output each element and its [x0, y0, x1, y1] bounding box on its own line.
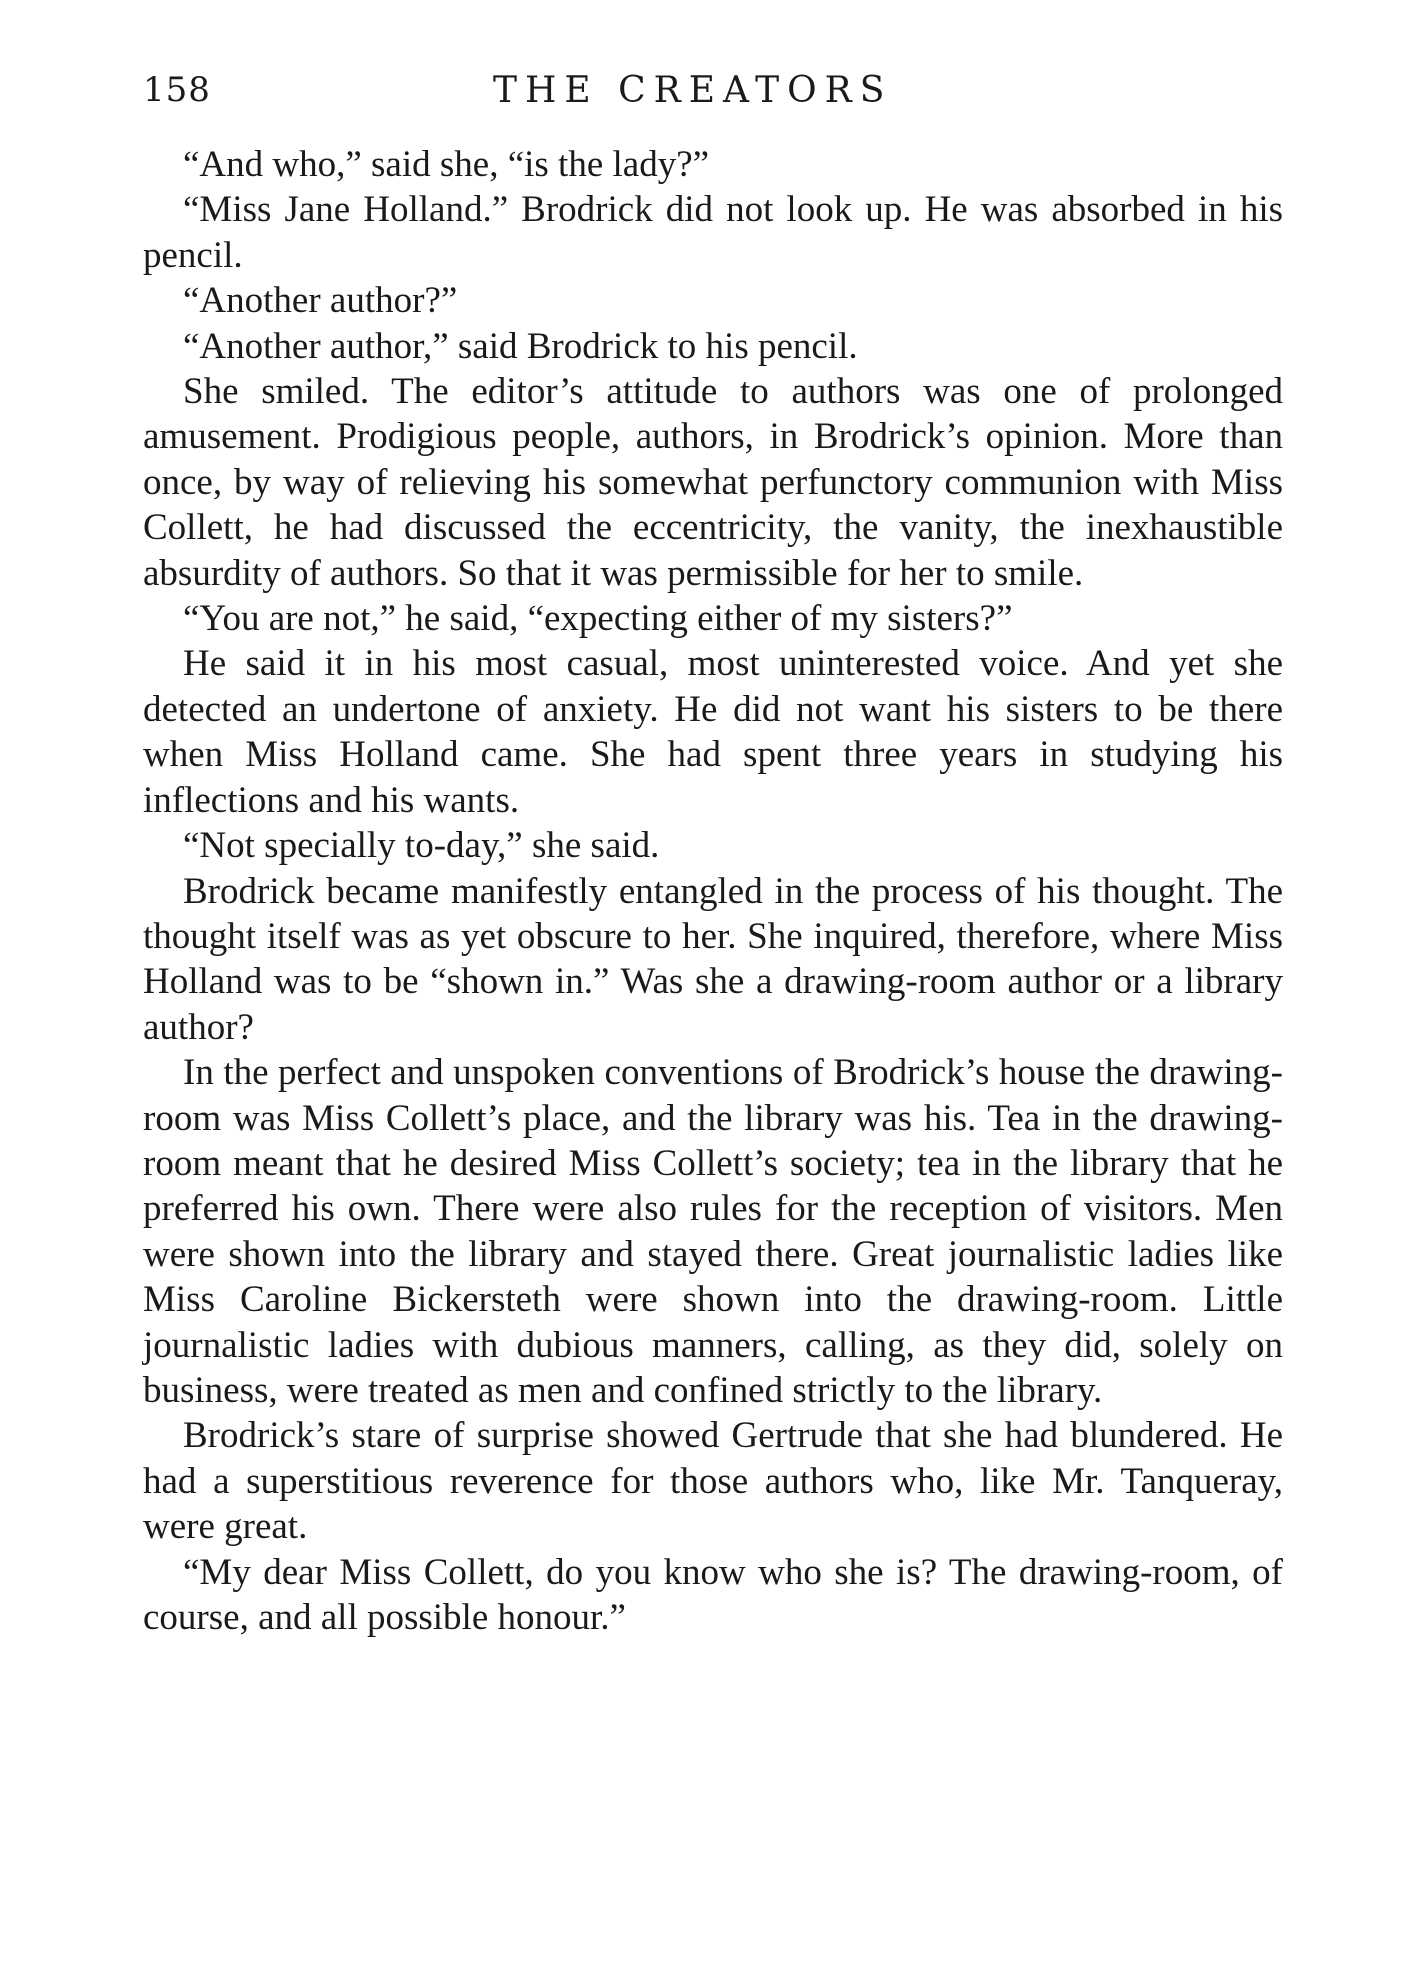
paragraph: “Not specially to-day,” she said.: [183, 825, 660, 867]
page-number: 158: [143, 70, 211, 110]
paragraph: “Another author,” said Brodrick to his pencil.: [183, 325, 858, 367]
page-content: [143, 70, 1283, 1640]
paragraph: “And who,” said she, “is the lady?”: [183, 144, 710, 185]
body-text: [143, 142, 1283, 1640]
paragraph: He said it in his most casual, most uninterested voice. And yet she detected an undertone of anxiety. He did not want his sisters to be there when Miss Holland came. She had spent three years in studying his inflections and his wants.: [143, 643, 1283, 821]
paragraph: “My dear Miss Collett, do you know who she is? The drawing-room, of course, and all possible honour.”: [143, 1551, 1283, 1638]
paragraph: “Miss Jane Holland.” Brodrick did not look up. He was absorbed in his pencil.: [143, 189, 1283, 276]
paragraph: “You are not,” he said, “expecting either of my sisters?”: [183, 598, 1013, 640]
paragraph: Brodrick’s stare of surprise showed Gertrude that she had blundered. He had a superstitious reverence for those authors who, like Mr. Tanqueray, were great.: [143, 1415, 1283, 1548]
paragraph: Brodrick became manifestly entangled in the process of his thought. The thought itself was as yet obscure to her. She inquired, therefore, where Miss Holland was to be “shown in.” Was she a drawing-room author or a library author?: [143, 870, 1283, 1048]
paragraph: She smiled. The editor’s attitude to authors was one of prolonged amusement. Prodigious people, authors, in Brodrick’s opinion. More than once, by way of relieving his somewhat perfunctory communion with Miss Collett, he had discussed the eccentricity, the vanity, the inexhaustible absurdity of authors. So that it was permissible for her to smile.: [143, 371, 1283, 594]
running-title: THE CREATORS: [493, 70, 893, 111]
running-head: [143, 70, 1283, 120]
paragraph: In the perfect and unspoken conventions of Brodrick’s house the drawing-room was Miss Collett’s place, and the library was his. Tea in the drawing-room meant that he desired Miss Collett’s society; tea in the library that he preferred his own. There were also rules for the reception of visitors. Men were shown into the library and stayed there. Great journalistic ladies like Miss Caroline Bickersteth were shown into the drawing-room. Little journalistic ladies with dubious manners, calling, as they did, solely on business, were treated as men and confined strictly to the library.: [143, 1052, 1283, 1411]
paragraph: “Another author?”: [183, 280, 458, 322]
